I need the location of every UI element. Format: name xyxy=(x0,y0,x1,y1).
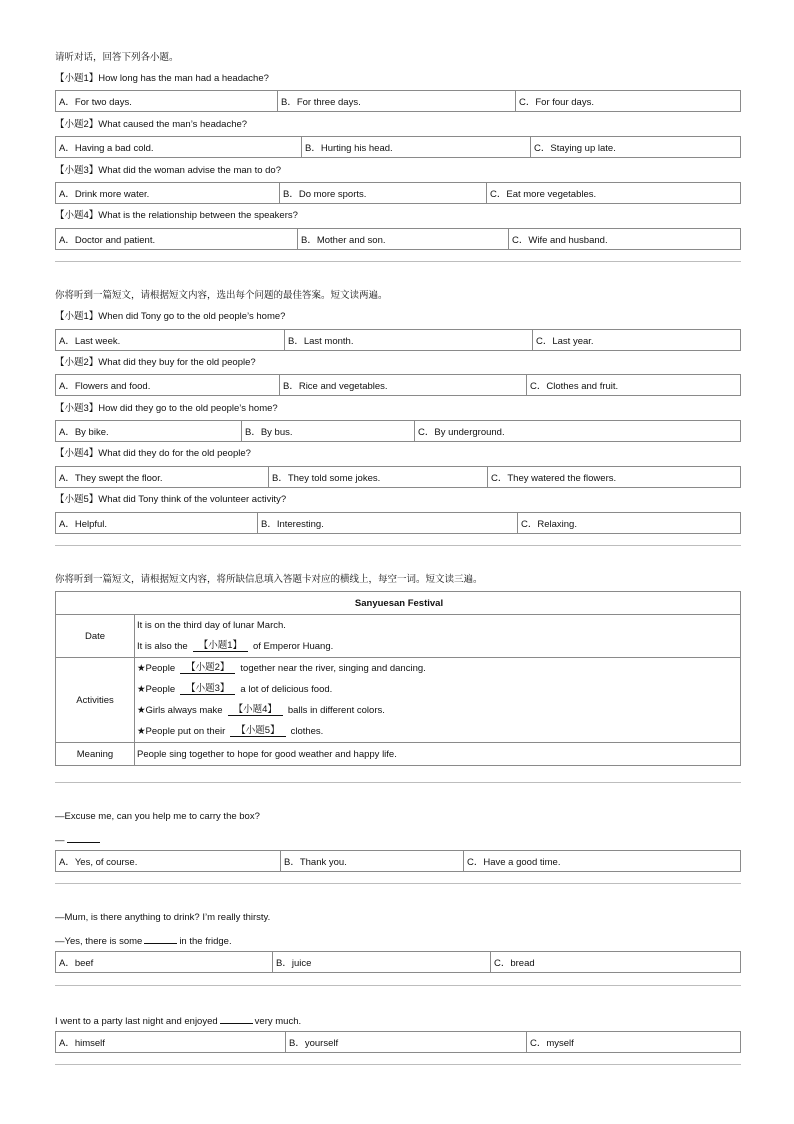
activity-post: together near the river, singing and dancing. xyxy=(240,663,426,674)
dialogue-line: —Excuse me, can you help me to carry the box? xyxy=(55,811,260,822)
activity-line xyxy=(137,700,740,721)
option-row xyxy=(55,228,741,250)
question-text: 【小题1】How long has the man had a headache? xyxy=(55,73,269,84)
option-a[interactable]: A．They swept the floor. xyxy=(56,467,269,487)
sentence-pre: I went to a party last night and enjoyed xyxy=(55,1016,218,1027)
activity-post: balls in different colors. xyxy=(287,705,385,716)
question-text: 【小题4】What did they do for the old people? xyxy=(55,448,251,459)
date-line1: It is on the third day of lunar March. xyxy=(137,620,286,631)
section2-instruction: 你将听到一篇短文，请根据短文内容，选出每个问题的最佳答案。短文读两遍。 xyxy=(55,290,388,301)
option-b[interactable]: B．Do more sports. xyxy=(280,183,487,203)
option-c[interactable]: C．Wife and husband. xyxy=(512,235,608,246)
activity-pre: ★People xyxy=(137,684,176,695)
option-a[interactable]: A．Yes, of course. xyxy=(56,851,281,871)
date-line2-pre: It is also the xyxy=(137,641,188,652)
option-b[interactable]: B．Rice and vegetables. xyxy=(280,375,527,395)
option-row xyxy=(55,466,741,488)
option-c[interactable]: C．Clothes and fruit. xyxy=(530,381,619,392)
option-c[interactable]: C．Last year. xyxy=(536,336,594,347)
option-row xyxy=(55,90,741,112)
question-text: 【小题4】What is the relationship between the speakers? xyxy=(55,210,298,221)
question-text: 【小题3】How did they go to the old people’s home? xyxy=(55,403,278,414)
option-a[interactable]: A．Having a bad cold. xyxy=(56,137,302,157)
section3-instruction: 你将听到一篇短文，请根据短文内容，将所缺信息填入答题卡对应的横线上，每空一词。短文读三遍。 xyxy=(55,574,483,585)
option-c[interactable]: C．myself xyxy=(530,1038,574,1049)
answer-blank[interactable] xyxy=(220,1014,253,1024)
option-c[interactable]: C．bread xyxy=(494,958,535,969)
option-b[interactable]: B．Thank you. xyxy=(281,851,464,871)
option-a[interactable]: A．Flowers and food. xyxy=(56,375,280,395)
meaning-text: People sing together to hope for good weather and happy life. xyxy=(137,748,397,760)
sentence-pre: —Yes, there is some xyxy=(55,936,143,947)
activity-pre: ★Girls always make xyxy=(137,705,223,716)
section-divider xyxy=(55,782,741,783)
option-row xyxy=(55,420,741,442)
activity-post: clothes. xyxy=(290,726,324,737)
option-a[interactable]: A．Doctor and patient. xyxy=(56,229,298,249)
option-b[interactable]: B．yourself xyxy=(286,1032,527,1052)
section-divider xyxy=(55,261,741,262)
question-text: 【小题2】What caused the man’s headache? xyxy=(55,119,248,130)
option-row xyxy=(55,850,741,872)
option-row xyxy=(55,1031,741,1053)
sentence-post: in the fridge. xyxy=(179,936,232,947)
date-line xyxy=(137,636,740,657)
activities-cell xyxy=(135,658,741,743)
option-b[interactable]: B．For three days. xyxy=(278,91,516,111)
sentence-post: very much. xyxy=(254,1016,302,1027)
activity-post: a lot of delicious food. xyxy=(240,684,333,695)
option-b[interactable]: B．Interesting. xyxy=(258,513,518,533)
option-row xyxy=(55,329,741,351)
answer-blank-2[interactable]: 【小题2】 xyxy=(180,663,235,674)
answer-blank-5[interactable]: 【小题5】 xyxy=(230,726,285,737)
answer-blank-3[interactable]: 【小题3】 xyxy=(180,684,235,695)
activity-line xyxy=(137,721,740,742)
option-c[interactable]: C．By underground. xyxy=(418,427,505,438)
question-text: 【小题3】What did the woman advise the man to do? xyxy=(55,165,282,176)
date-cell xyxy=(135,615,741,658)
option-row xyxy=(55,136,741,158)
question-text: 【小题5】What did Tony think of the volunteer activity? xyxy=(55,494,287,505)
option-c[interactable]: C．Relaxing. xyxy=(521,519,577,530)
answer-blank[interactable] xyxy=(144,934,177,944)
option-c[interactable]: C．For four days. xyxy=(519,97,594,108)
section-divider xyxy=(55,883,741,884)
option-b[interactable]: B．By bus. xyxy=(242,421,415,441)
option-b[interactable]: B．Hurting his head. xyxy=(302,137,531,157)
date-line2-post: of Emperor Huang. xyxy=(253,641,334,652)
option-a[interactable]: A．For two days. xyxy=(56,91,278,111)
dash: — xyxy=(55,835,65,846)
option-a[interactable]: A．himself xyxy=(56,1032,286,1052)
option-row xyxy=(55,374,741,396)
option-b[interactable]: B．juice xyxy=(273,952,491,972)
option-b[interactable]: B．Mother and son. xyxy=(298,229,509,249)
section-divider xyxy=(55,545,741,546)
activity-pre: ★People xyxy=(137,663,176,674)
option-a[interactable]: A．beef xyxy=(56,952,273,972)
question-text: 【小题1】When did Tony go to the old people’s home? xyxy=(55,311,286,322)
option-row xyxy=(55,951,741,973)
option-a[interactable]: A．Helpful. xyxy=(56,513,258,533)
option-c[interactable]: C．They watered the flowers. xyxy=(491,473,617,484)
dialogue-line: —Mum, is there anything to drink? I’m really thirsty. xyxy=(55,912,271,923)
meaning-cell xyxy=(135,743,741,766)
activity-line xyxy=(137,658,740,679)
option-c[interactable]: C．Eat more vegetables. xyxy=(490,189,597,200)
festival-table xyxy=(55,591,741,766)
option-row xyxy=(55,182,741,204)
activity-line xyxy=(137,679,740,700)
option-c[interactable]: C．Staying up late. xyxy=(534,143,616,154)
option-a[interactable]: A．Last week. xyxy=(56,330,285,350)
option-row xyxy=(55,512,741,534)
activity-pre: ★People put on their xyxy=(137,726,226,737)
option-b[interactable]: B．Last month. xyxy=(285,330,533,350)
sentence-line xyxy=(55,1014,301,1028)
option-a[interactable]: A．Drink more water. xyxy=(56,183,280,203)
section-divider xyxy=(55,1064,741,1065)
question-text: 【小题2】What did they buy for the old people? xyxy=(55,357,256,368)
section-divider xyxy=(55,985,741,986)
section1-instruction: 请听对话，回答下列各小题。 xyxy=(55,52,179,63)
dialogue-line-blank xyxy=(55,833,102,847)
option-b[interactable]: B．They told some jokes. xyxy=(269,467,488,487)
answer-blank[interactable] xyxy=(67,833,100,843)
option-a[interactable]: A．By bike. xyxy=(56,421,242,441)
activities-label: Activities xyxy=(56,658,135,743)
option-c[interactable]: C．Have a good time. xyxy=(467,857,561,868)
dialogue-line-blank xyxy=(55,934,232,948)
date-label: Date xyxy=(56,615,135,658)
date-line xyxy=(137,615,740,636)
answer-blank-1[interactable]: 【小题1】 xyxy=(193,641,248,652)
meaning-label: Meaning xyxy=(56,743,135,766)
answer-blank-4[interactable]: 【小题4】 xyxy=(228,705,283,716)
table-title: Sanyuesan Festival xyxy=(56,592,741,615)
